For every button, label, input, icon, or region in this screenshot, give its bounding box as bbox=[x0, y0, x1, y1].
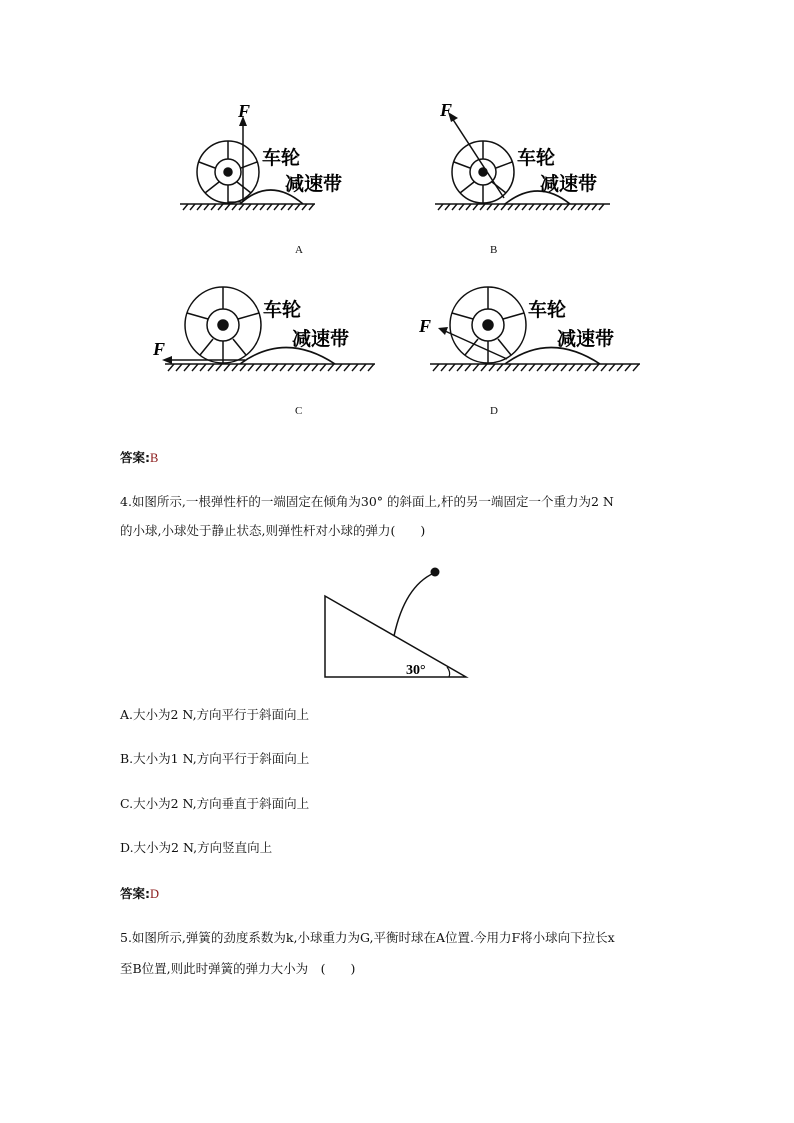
force-label: F bbox=[238, 101, 251, 121]
force-label: F bbox=[153, 339, 166, 359]
wheel-label: 车轮 bbox=[262, 147, 301, 169]
figure-c bbox=[150, 285, 380, 380]
incline-triangle bbox=[325, 596, 466, 677]
caption-c: C bbox=[295, 405, 303, 417]
bump-label: 减速带 bbox=[285, 173, 343, 195]
figure-a bbox=[175, 98, 343, 216]
wheel bbox=[450, 287, 526, 363]
answer-value: B bbox=[150, 451, 159, 465]
q4-figure bbox=[320, 563, 475, 683]
elastic-rod bbox=[394, 573, 434, 636]
caption-d: D bbox=[490, 405, 498, 417]
ball bbox=[431, 568, 440, 577]
q5-line-1: 5.如图所示,弹簧的劲度系数为k,小球重力为G,平衡时球在A位置.今用力F将小球向下拉长x bbox=[120, 930, 615, 945]
ground-hatch bbox=[180, 204, 315, 210]
answer-value: D bbox=[150, 887, 160, 901]
answer-label: 答案: bbox=[120, 886, 150, 901]
q4-line-2: 的小球,小球处于静止状态,则弹性杆对小球的弹力( ) bbox=[120, 523, 426, 538]
angle-label: 30° bbox=[406, 663, 426, 678]
bump-label: 减速带 bbox=[292, 328, 350, 350]
bump-label: 减速带 bbox=[557, 328, 615, 350]
figure-d bbox=[415, 285, 645, 380]
caption-a: A bbox=[295, 244, 303, 256]
figure-b bbox=[430, 98, 620, 216]
wheel-label: 车轮 bbox=[517, 147, 556, 169]
answer-label: 答案: bbox=[120, 450, 150, 465]
answer-q4 bbox=[120, 884, 159, 902]
wheel bbox=[452, 141, 514, 203]
bump-label: 减速带 bbox=[540, 173, 598, 195]
force-arrow bbox=[438, 327, 507, 359]
wheel-label: 车轮 bbox=[263, 299, 302, 321]
option-c: C.大小为2 N,方向垂直于斜面向上 bbox=[120, 796, 310, 811]
q5-line-2: 至B位置,则此时弹簧的弹力大小为 ( ) bbox=[120, 961, 356, 976]
option-d: D.大小为2 N,方向竖直向上 bbox=[120, 840, 273, 855]
wheel bbox=[185, 287, 261, 363]
wheel-label: 车轮 bbox=[528, 299, 567, 321]
ground-hatch bbox=[435, 204, 610, 210]
force-label: F bbox=[419, 316, 432, 336]
angle-arc bbox=[447, 667, 450, 677]
ground-hatch bbox=[430, 364, 640, 371]
option-b: B.大小为1 N,方向平行于斜面向上 bbox=[120, 751, 310, 766]
q4-line-1: 4.如图所示,一根弹性杆的一端固定在倾角为30° 的斜面上,杆的另一端固定一个重力为2 N bbox=[120, 494, 614, 509]
force-label: F bbox=[440, 100, 453, 120]
wheel bbox=[197, 141, 259, 203]
caption-b: B bbox=[490, 244, 498, 256]
answer-q3 bbox=[120, 448, 158, 466]
option-a: A.大小为2 N,方向平行于斜面向上 bbox=[120, 707, 310, 722]
ground-hatch bbox=[165, 364, 375, 371]
